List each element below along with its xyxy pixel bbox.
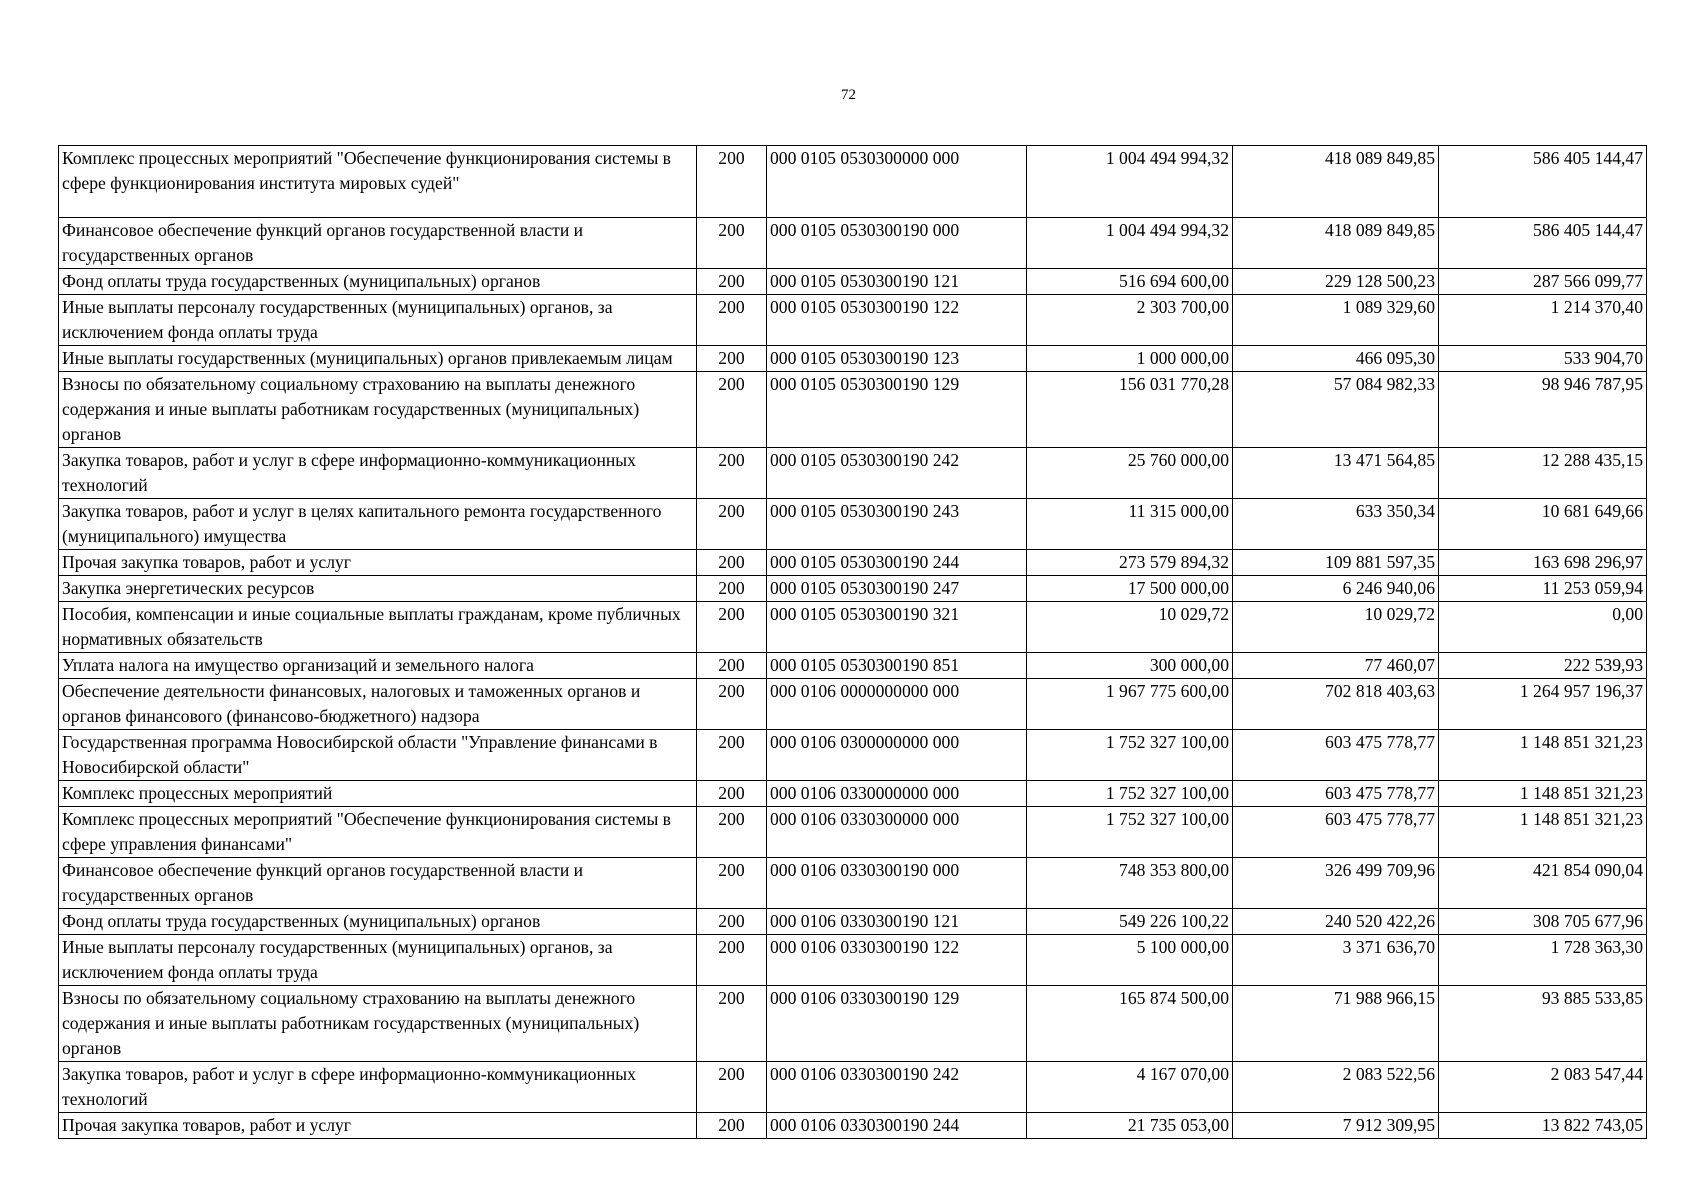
row-approved-amount: 2 303 700,00 [1027, 295, 1233, 346]
row-approved-amount: 273 579 894,32 [1027, 550, 1233, 576]
row-remaining-amount: 1 148 851 321,23 [1439, 781, 1647, 807]
table-row [59, 730, 1647, 781]
row-budget-code: 000 0106 0330000000 000 [767, 781, 1027, 807]
row-approved-amount: 1 752 327 100,00 [1027, 781, 1233, 807]
row-approved-amount: 10 029,72 [1027, 602, 1233, 653]
row-code: 200 [697, 935, 767, 986]
row-remaining-amount: 0,00 [1439, 602, 1647, 653]
table-row [59, 295, 1647, 346]
row-budget-code: 000 0106 0000000000 000 [767, 679, 1027, 730]
row-name: Взносы по обязательному социальному страхованию на выплаты денежного содержания и иные выплаты работникам государственных (муниципальных) органов [59, 372, 697, 448]
row-name: Комплекс процессных мероприятий "Обеспечение функционирования системы в сфере функционирования института мировых судей" [59, 146, 697, 218]
row-executed-amount: 6 246 940,06 [1233, 576, 1439, 602]
budget-execution-table [58, 145, 1647, 1139]
row-budget-code: 000 0105 0530300190 000 [767, 218, 1027, 269]
row-code: 200 [697, 295, 767, 346]
row-name: Финансовое обеспечение функций органов государственной власти и государственных органов [59, 858, 697, 909]
row-code: 200 [697, 986, 767, 1062]
row-executed-amount: 1 089 329,60 [1233, 295, 1439, 346]
row-budget-code: 000 0105 0530300190 129 [767, 372, 1027, 448]
row-name: Государственная программа Новосибирской области "Управление финансами в Новосибирской области" [59, 730, 697, 781]
row-remaining-amount: 586 405 144,47 [1439, 146, 1647, 218]
table-row [59, 576, 1647, 602]
row-code: 200 [697, 448, 767, 499]
row-remaining-amount: 421 854 090,04 [1439, 858, 1647, 909]
table-body [59, 146, 1647, 1139]
row-remaining-amount: 1 728 363,30 [1439, 935, 1647, 986]
row-remaining-amount: 98 946 787,95 [1439, 372, 1647, 448]
row-budget-code: 000 0106 0330300190 129 [767, 986, 1027, 1062]
row-executed-amount: 633 350,34 [1233, 499, 1439, 550]
row-name: Закупка товаров, работ и услуг в сфере информационно-коммуникационных технологий [59, 1062, 697, 1113]
row-remaining-amount: 163 698 296,97 [1439, 550, 1647, 576]
row-name: Иные выплаты персоналу государственных (муниципальных) органов, за исключением фонда оплаты труда [59, 295, 697, 346]
row-executed-amount: 2 083 522,56 [1233, 1062, 1439, 1113]
table-row [59, 935, 1647, 986]
row-name: Комплекс процессных мероприятий [59, 781, 697, 807]
row-budget-code: 000 0105 0530300000 000 [767, 146, 1027, 218]
row-approved-amount: 5 100 000,00 [1027, 935, 1233, 986]
row-executed-amount: 603 475 778,77 [1233, 807, 1439, 858]
row-remaining-amount: 1 214 370,40 [1439, 295, 1647, 346]
row-approved-amount: 1 752 327 100,00 [1027, 807, 1233, 858]
row-budget-code: 000 0105 0530300190 122 [767, 295, 1027, 346]
row-remaining-amount: 13 822 743,05 [1439, 1113, 1647, 1139]
row-remaining-amount: 10 681 649,66 [1439, 499, 1647, 550]
row-budget-code: 000 0106 0330300000 000 [767, 807, 1027, 858]
row-executed-amount: 7 912 309,95 [1233, 1113, 1439, 1139]
row-approved-amount: 300 000,00 [1027, 653, 1233, 679]
row-code: 200 [697, 550, 767, 576]
row-budget-code: 000 0106 0330300190 242 [767, 1062, 1027, 1113]
row-approved-amount: 1 004 494 994,32 [1027, 146, 1233, 218]
row-code: 200 [697, 730, 767, 781]
row-executed-amount: 109 881 597,35 [1233, 550, 1439, 576]
row-code: 200 [697, 269, 767, 295]
table-row [59, 346, 1647, 372]
row-budget-code: 000 0105 0530300190 851 [767, 653, 1027, 679]
row-remaining-amount: 11 253 059,94 [1439, 576, 1647, 602]
row-budget-code: 000 0105 0530300190 242 [767, 448, 1027, 499]
row-executed-amount: 57 084 982,33 [1233, 372, 1439, 448]
row-code: 200 [697, 602, 767, 653]
row-approved-amount: 17 500 000,00 [1027, 576, 1233, 602]
row-executed-amount: 418 089 849,85 [1233, 218, 1439, 269]
row-remaining-amount: 308 705 677,96 [1439, 909, 1647, 935]
row-name: Иные выплаты персоналу государственных (муниципальных) органов, за исключением фонда оплаты труда [59, 935, 697, 986]
table-row [59, 1113, 1647, 1139]
table-row [59, 807, 1647, 858]
row-executed-amount: 240 520 422,26 [1233, 909, 1439, 935]
row-code: 200 [697, 1113, 767, 1139]
row-name: Иные выплаты государственных (муниципальных) органов привлекаемым лицам [59, 346, 697, 372]
row-code: 200 [697, 858, 767, 909]
row-approved-amount: 1 752 327 100,00 [1027, 730, 1233, 781]
row-budget-code: 000 0106 0330300190 121 [767, 909, 1027, 935]
row-executed-amount: 466 095,30 [1233, 346, 1439, 372]
row-remaining-amount: 1 148 851 321,23 [1439, 730, 1647, 781]
row-code: 200 [697, 218, 767, 269]
table-row [59, 1062, 1647, 1113]
table-row [59, 909, 1647, 935]
table-row [59, 986, 1647, 1062]
row-remaining-amount: 1 148 851 321,23 [1439, 807, 1647, 858]
table-row [59, 218, 1647, 269]
row-budget-code: 000 0105 0530300190 244 [767, 550, 1027, 576]
row-approved-amount: 1 004 494 994,32 [1027, 218, 1233, 269]
row-remaining-amount: 93 885 533,85 [1439, 986, 1647, 1062]
row-approved-amount: 21 735 053,00 [1027, 1113, 1233, 1139]
row-budget-code: 000 0106 0330300190 000 [767, 858, 1027, 909]
table-row [59, 781, 1647, 807]
row-approved-amount: 549 226 100,22 [1027, 909, 1233, 935]
row-budget-code: 000 0106 0300000000 000 [767, 730, 1027, 781]
row-name: Финансовое обеспечение функций органов государственной власти и государственных органов [59, 218, 697, 269]
row-budget-code: 000 0106 0330300190 244 [767, 1113, 1027, 1139]
row-approved-amount: 1 000 000,00 [1027, 346, 1233, 372]
table-row [59, 550, 1647, 576]
row-code: 200 [697, 909, 767, 935]
row-name: Фонд оплаты труда государственных (муниципальных) органов [59, 269, 697, 295]
table-row [59, 679, 1647, 730]
row-remaining-amount: 533 904,70 [1439, 346, 1647, 372]
row-executed-amount: 71 988 966,15 [1233, 986, 1439, 1062]
row-name: Уплата налога на имущество организаций и земельного налога [59, 653, 697, 679]
row-code: 200 [697, 1062, 767, 1113]
row-approved-amount: 25 760 000,00 [1027, 448, 1233, 499]
row-approved-amount: 11 315 000,00 [1027, 499, 1233, 550]
row-name: Фонд оплаты труда государственных (муниципальных) органов [59, 909, 697, 935]
row-code: 200 [697, 576, 767, 602]
page-number: 72 [841, 87, 856, 103]
row-code: 200 [697, 653, 767, 679]
row-executed-amount: 3 371 636,70 [1233, 935, 1439, 986]
row-remaining-amount: 1 264 957 196,37 [1439, 679, 1647, 730]
row-approved-amount: 1 967 775 600,00 [1027, 679, 1233, 730]
table-row [59, 653, 1647, 679]
row-remaining-amount: 287 566 099,77 [1439, 269, 1647, 295]
row-executed-amount: 77 460,07 [1233, 653, 1439, 679]
row-budget-code: 000 0106 0330300190 122 [767, 935, 1027, 986]
row-approved-amount: 156 031 770,28 [1027, 372, 1233, 448]
table-row [59, 858, 1647, 909]
row-name: Прочая закупка товаров, работ и услуг [59, 550, 697, 576]
table-row [59, 372, 1647, 448]
row-name: Взносы по обязательному социальному страхованию на выплаты денежного содержания и иные выплаты работникам государственных (муниципальных) органов [59, 986, 697, 1062]
table-row [59, 146, 1647, 218]
table-row [59, 269, 1647, 295]
table-row [59, 499, 1647, 550]
row-executed-amount: 603 475 778,77 [1233, 781, 1439, 807]
row-name: Прочая закупка товаров, работ и услуг [59, 1113, 697, 1139]
row-code: 200 [697, 499, 767, 550]
row-executed-amount: 326 499 709,96 [1233, 858, 1439, 909]
row-code: 200 [697, 679, 767, 730]
row-name: Закупка товаров, работ и услуг в сфере информационно-коммуникационных технологий [59, 448, 697, 499]
row-name: Обеспечение деятельности финансовых, налоговых и таможенных органов и органов финансового (финансово-бюджетного) надзора [59, 679, 697, 730]
row-budget-code: 000 0105 0530300190 123 [767, 346, 1027, 372]
row-name: Закупка энергетических ресурсов [59, 576, 697, 602]
row-remaining-amount: 586 405 144,47 [1439, 218, 1647, 269]
row-name: Пособия, компенсации и иные социальные выплаты гражданам, кроме публичных нормативных обязательств [59, 602, 697, 653]
row-approved-amount: 165 874 500,00 [1027, 986, 1233, 1062]
row-budget-code: 000 0105 0530300190 121 [767, 269, 1027, 295]
row-executed-amount: 10 029,72 [1233, 602, 1439, 653]
row-approved-amount: 4 167 070,00 [1027, 1062, 1233, 1113]
row-executed-amount: 702 818 403,63 [1233, 679, 1439, 730]
row-remaining-amount: 2 083 547,44 [1439, 1062, 1647, 1113]
row-name: Комплекс процессных мероприятий "Обеспечение функционирования системы в сфере управления финансами" [59, 807, 697, 858]
row-code: 200 [697, 372, 767, 448]
row-approved-amount: 516 694 600,00 [1027, 269, 1233, 295]
row-remaining-amount: 12 288 435,15 [1439, 448, 1647, 499]
row-budget-code: 000 0105 0530300190 321 [767, 602, 1027, 653]
table-row [59, 448, 1647, 499]
table-row [59, 602, 1647, 653]
row-code: 200 [697, 807, 767, 858]
row-executed-amount: 229 128 500,23 [1233, 269, 1439, 295]
row-remaining-amount: 222 539,93 [1439, 653, 1647, 679]
row-executed-amount: 603 475 778,77 [1233, 730, 1439, 781]
row-budget-code: 000 0105 0530300190 243 [767, 499, 1027, 550]
row-budget-code: 000 0105 0530300190 247 [767, 576, 1027, 602]
row-code: 200 [697, 781, 767, 807]
row-executed-amount: 418 089 849,85 [1233, 146, 1439, 218]
row-code: 200 [697, 346, 767, 372]
row-code: 200 [697, 146, 767, 218]
row-approved-amount: 748 353 800,00 [1027, 858, 1233, 909]
row-executed-amount: 13 471 564,85 [1233, 448, 1439, 499]
row-name: Закупка товаров, работ и услуг в целях капитального ремонта государственного (муниципального) имущества [59, 499, 697, 550]
